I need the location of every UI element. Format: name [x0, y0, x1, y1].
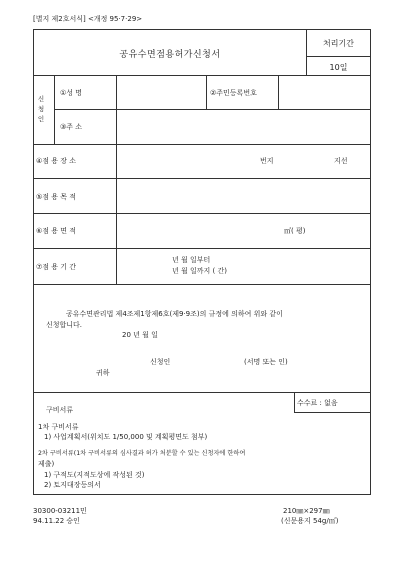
divider [294, 412, 371, 413]
divider [33, 144, 371, 145]
fee-label: 수수료 : 없음 [297, 399, 338, 407]
second-document-item-1: 1) 구적도(지적도상에 작성된 것) [44, 471, 145, 479]
paper-size: 210㎜×297㎜ [283, 507, 330, 515]
approval-date: 94.11.22 승인 [33, 517, 80, 525]
processing-period-value: 10일 [329, 63, 348, 72]
applicant-signature-label: 신청인 [150, 358, 171, 366]
application-date: 20 년 월 일 [122, 331, 158, 339]
use-period-from: 년 월 일부터 [172, 256, 211, 264]
divider [33, 284, 371, 285]
statement-line-2: 신청합니다. [46, 321, 83, 329]
recipient: 귀하 [96, 369, 110, 377]
applicant-label [36, 94, 46, 124]
use-area-unit: ㎡( 평) [284, 227, 306, 235]
form-code: 30300-03211민 [33, 507, 87, 515]
divider [33, 75, 371, 76]
second-document-item-2: 2) 토지대장등의서 [44, 481, 101, 489]
resident-number-label: ②주민등록번호 [210, 89, 257, 97]
use-purpose-label: ⑤점 용 목 적 [36, 193, 76, 201]
divider [116, 144, 117, 284]
use-period-label: ⑦점 용 기 간 [36, 263, 76, 271]
use-location-land-type: 지선 [334, 157, 348, 165]
statement-line-1: 공유수면관리법 제4조제1항제6호(제9·9조)의 규정에 의하여 위와 같이 [66, 310, 283, 318]
divider [54, 109, 371, 110]
processing-period-label: 처리기간 [323, 39, 354, 48]
use-period-to: 년 월 일까지 ( 간) [172, 267, 227, 275]
paper-type: (신문용지 54g/㎡) [281, 517, 339, 525]
second-documents-header-line-1: 2차 구비서류(1차 구비서류의 심사결과 허가 처분할 수 있는 신청자에 한하여 [38, 450, 246, 457]
form-title: 공유수면점용허가신청서 [119, 50, 221, 60]
form-number-header: [별지 제2호서식] <개정 95·7·29> [33, 15, 143, 23]
divider [294, 392, 295, 412]
second-documents-header-line-2: 제출) [38, 460, 55, 468]
name-label: ①성 명 [60, 89, 83, 97]
first-document-item-1: 1) 사업계획서(위치도 1/50,000 및 계획평면도 첨부) [44, 433, 208, 441]
divider [33, 248, 371, 249]
divider [33, 392, 371, 393]
applicant-label-text: 신청인 [37, 95, 45, 123]
documents-title: 구비서류 [46, 406, 74, 414]
use-area-label: ⑥점 용 면 적 [36, 227, 76, 235]
use-location-lot: 번지 [260, 157, 274, 165]
divider [306, 56, 371, 57]
use-location-label: ④점 용 장 소 [36, 157, 76, 165]
address-label: ③주 소 [60, 123, 83, 131]
use-purpose-field[interactable] [118, 181, 368, 211]
divider [33, 178, 371, 179]
signature-note: (서명 또는 인) [244, 358, 288, 366]
address-field[interactable] [118, 112, 368, 141]
divider [33, 213, 371, 214]
divider [116, 75, 117, 144]
divider [206, 75, 207, 109]
name-field[interactable] [118, 78, 204, 107]
divider [278, 75, 279, 109]
resident-number-field[interactable] [280, 78, 368, 107]
first-documents-header: 1차 구비서류 [38, 423, 79, 431]
